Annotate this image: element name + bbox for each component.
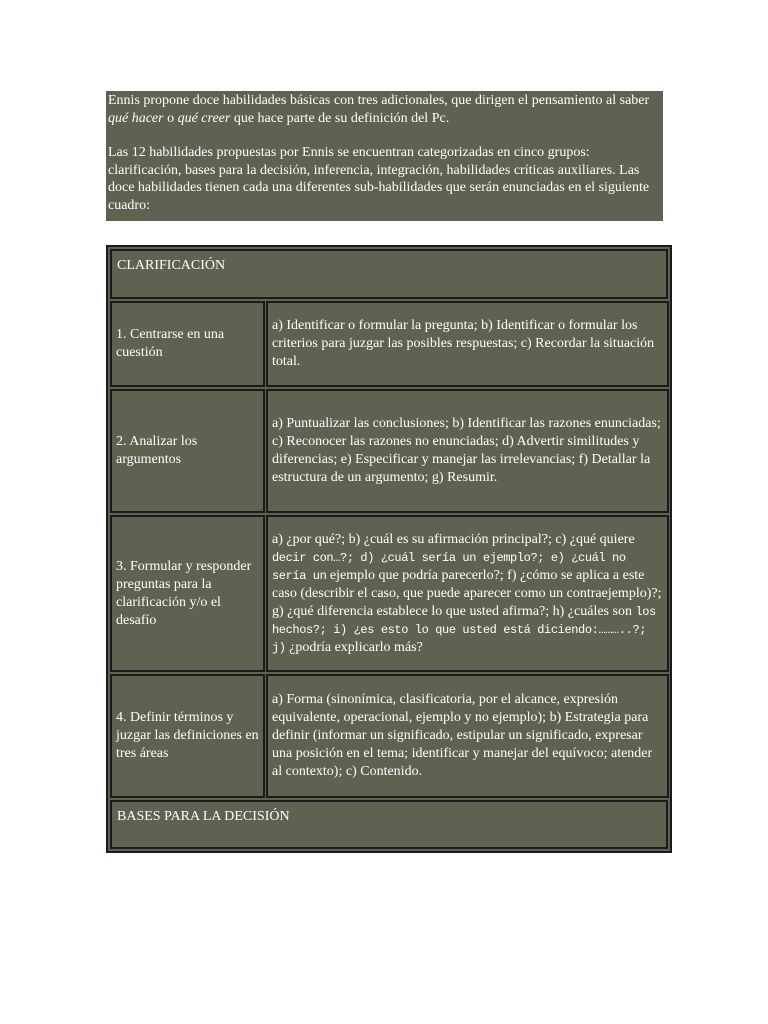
subskill-cell-4 bbox=[266, 674, 669, 798]
section-header-clarificacion bbox=[110, 249, 668, 299]
subskill-text: a) Identificar o formular la pregunta; b) Identificar o formular los criterios para juzgar las posibles respuestas; c) Recordar la situación total. bbox=[272, 318, 655, 369]
intro-text-box bbox=[106, 91, 663, 221]
subskill-cell-3 bbox=[266, 515, 669, 672]
intro-p1-emphasis-2: qué creer bbox=[177, 110, 231, 126]
skill-cell-2 bbox=[110, 389, 265, 513]
skill-label: 2. Analizar los argumentos bbox=[116, 434, 198, 467]
subskill-text-part: a) ¿por qué?; b) ¿cuál es su afirmación principal?; c) ¿qué quiere bbox=[272, 531, 635, 547]
subskill-text: a) Forma (sinonímica, clasificatoria, por el alcance, expresión equivalente, operacional, ejemplo y no ejemplo); b) Estrategia para definir (informar un significado, estipular un significado, expresar una posición en el tema; identificar y manejar del equívoco; atender al contexto); c) Contenido. bbox=[272, 692, 653, 779]
skill-cell-4 bbox=[110, 674, 265, 798]
skill-cell-3 bbox=[110, 515, 265, 672]
skill-label: 1. Centrarse en una cuestión bbox=[116, 327, 225, 360]
subskill-text-part: ¿podría explicarlo más? bbox=[285, 639, 423, 655]
section-header-bases-decision bbox=[110, 800, 668, 849]
skill-label: 3. Formular y responder preguntas para la clarificación y/o el desafío bbox=[116, 558, 252, 628]
subskill-text-part: decir con…?; d) ¿cuál sería un ejemplo?; e) ¿cuál no sería un bbox=[272, 550, 626, 583]
subskill-text-part: los hechos?; i) ¿es esto lo que usted está diciendo:………..?; j) bbox=[272, 604, 656, 655]
intro-paragraph-2: Las 12 habilidades propuestas por Ennis se encuentran categorizadas en cinco grupos: clarificación, bases para la decisión, inferencia, integración, habilidades críticas auxiliares. Las doce habilidades tienen cada una diferentes sub-habilidades que serán enunciadas en el siguiente cuadro: bbox=[108, 145, 650, 213]
intro-p1-connector: o bbox=[163, 110, 178, 126]
section-header-label: BASES PARA LA DECISIÓN bbox=[117, 809, 290, 824]
subskill-cell-2 bbox=[266, 389, 669, 513]
subskill-text: a) Puntualizar las conclusiones; b) Identificar las razones enunciadas; c) Reconocer las razones no enunciadas; d) Advertir similitudes y diferencias; e) Especificar y manejar las irrelevancias; f) Detallar la estructura de un argumento; g) Resumir. bbox=[272, 416, 661, 485]
skill-label: 4. Definir términos y juzgar las definiciones en tres áreas bbox=[116, 710, 259, 761]
subskill-text-part: ejemplo que podría parecerlo?; f) ¿cómo se aplica a este caso (describir el caso, que puede aparecer como un contraejemplo)?; g) ¿qué diferencia establece lo que usted afirma?; h) ¿cuáles son bbox=[272, 567, 662, 619]
skill-cell-1 bbox=[110, 301, 265, 387]
intro-p1-emphasis-1: qué hacer bbox=[108, 110, 164, 126]
subskill-cell-1 bbox=[266, 301, 669, 387]
intro-p1-text: Ennis propone doce habilidades básicas con tres adicionales, que dirigen el pensamiento al saber bbox=[108, 93, 650, 108]
subskill-text bbox=[272, 531, 665, 657]
intro-paragraph-1 bbox=[108, 92, 661, 127]
skills-table bbox=[106, 245, 672, 853]
section-header-label: CLARIFICACIÓN bbox=[117, 258, 226, 273]
intro-p1-ending: que hace parte de su definición del Pc. bbox=[230, 110, 450, 126]
